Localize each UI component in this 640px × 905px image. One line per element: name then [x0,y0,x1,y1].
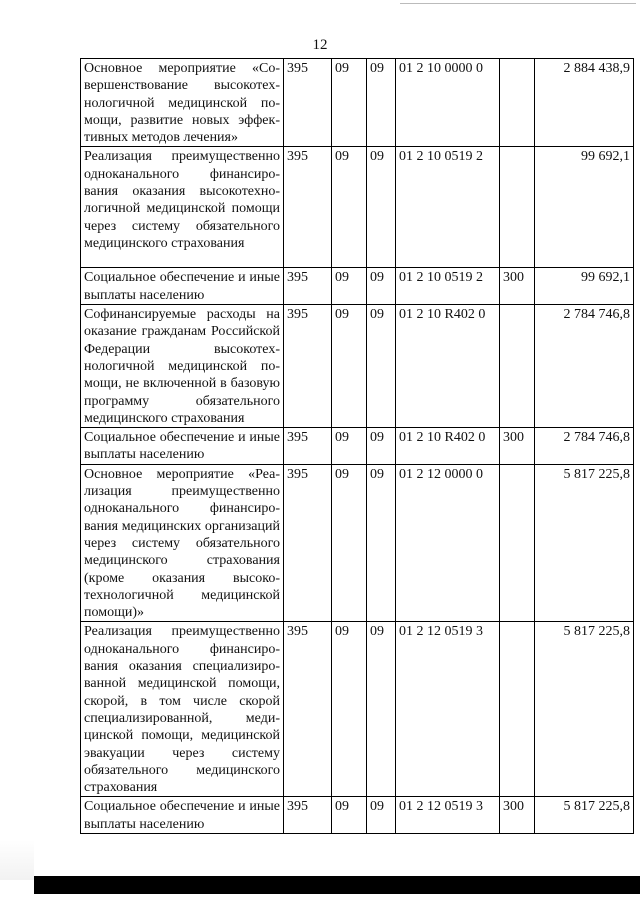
table-row [81,622,634,797]
table-row [81,59,634,147]
target-article-code: 01 2 12 0519 3 [396,797,500,834]
section-code: 09 [332,59,367,147]
target-article-code: 01 2 10 0000 0 [396,59,500,147]
table-row [81,147,634,268]
amount-value: 2 784 746,8 [535,305,634,428]
scan-bottom-border [34,876,640,894]
row-description: Реализация преимущественно одноканального финансирования оказания высокотехнологичной медицинской помощи через систему обязательного медицинского страхования [81,147,284,268]
target-article-code: 01 2 12 0000 0 [396,464,500,622]
subsection-code: 09 [367,59,396,147]
section-code: 09 [332,428,367,465]
subsection-code: 09 [367,464,396,622]
expense-type-code [500,622,535,797]
row-description: Основное мероприятие «Совершенствование высокотехнологичной медицинской помощи, развитие новых эффективных методов лечения» [81,59,284,147]
expense-type-code [500,464,535,622]
ministry-code: 395 [284,428,332,465]
subsection-code: 09 [367,797,396,834]
ministry-code: 395 [284,268,332,305]
budget-table [80,58,634,834]
section-code: 09 [332,464,367,622]
target-article-code: 01 2 10 R402 0 [396,428,500,465]
amount-value: 99 692,1 [535,268,634,305]
table-row [81,305,634,428]
expense-type-code [500,305,535,428]
subsection-code: 09 [367,622,396,797]
row-description: Основное мероприятие «Реализация преимущественно одноканального финансирования медицинских организаций через систему обязательного медицинского страхования (кроме оказания высокотехнологичной медицинской помощи)» [81,464,284,622]
section-code: 09 [332,268,367,305]
table-row [81,428,634,465]
subsection-code: 09 [367,147,396,268]
section-code: 09 [332,622,367,797]
expense-type-code [500,59,535,147]
subsection-code: 09 [367,268,396,305]
target-article-code: 01 2 10 R402 0 [396,305,500,428]
section-code: 09 [332,147,367,268]
expense-type-code [500,147,535,268]
row-description: Реализация преимущественно одноканального финансирования оказания специализированной медицинской помощи, скорой, в том числе скорой специализированной, медицинской помощи, медицинской эвакуации через систему обязательного медицинского страхования [81,622,284,797]
amount-value: 5 817 225,8 [535,622,634,797]
row-description: Социальное обеспечение и иные выплаты населению [81,428,284,465]
subsection-code: 09 [367,428,396,465]
expense-type-code: 300 [500,268,535,305]
ministry-code: 395 [284,305,332,428]
subsection-code: 09 [367,305,396,428]
target-article-code: 01 2 12 0519 3 [396,622,500,797]
page-number: 12 [312,37,328,53]
ministry-code: 395 [284,622,332,797]
ministry-code: 395 [284,797,332,834]
table-row [81,464,634,622]
amount-value: 2 884 438,9 [535,59,634,147]
row-description: Социальное обеспечение и иные выплаты населению [81,268,284,305]
amount-value: 99 692,1 [535,147,634,268]
amount-value: 5 817 225,8 [535,464,634,622]
row-description: Софинансируемые расходы на оказание гражданам Российской Федерации высокотехнологичной медицинской помощи, не включенной в базовую программу обязательного медицинского страхования [81,305,284,428]
table-row [81,797,634,834]
ministry-code: 395 [284,147,332,268]
scan-shadow [0,840,34,880]
section-code: 09 [332,305,367,428]
ministry-code: 395 [284,59,332,147]
table-row [81,268,634,305]
expense-type-code: 300 [500,428,535,465]
target-article-code: 01 2 10 0519 2 [396,147,500,268]
target-article-code: 01 2 10 0519 2 [396,268,500,305]
ministry-code: 395 [284,464,332,622]
expense-type-code: 300 [500,797,535,834]
scan-edge-mark [400,3,636,4]
section-code: 09 [332,797,367,834]
row-description: Социальное обеспечение и иные выплаты населению [81,797,284,834]
amount-value: 5 817 225,8 [535,797,634,834]
amount-value: 2 784 746,8 [535,428,634,465]
